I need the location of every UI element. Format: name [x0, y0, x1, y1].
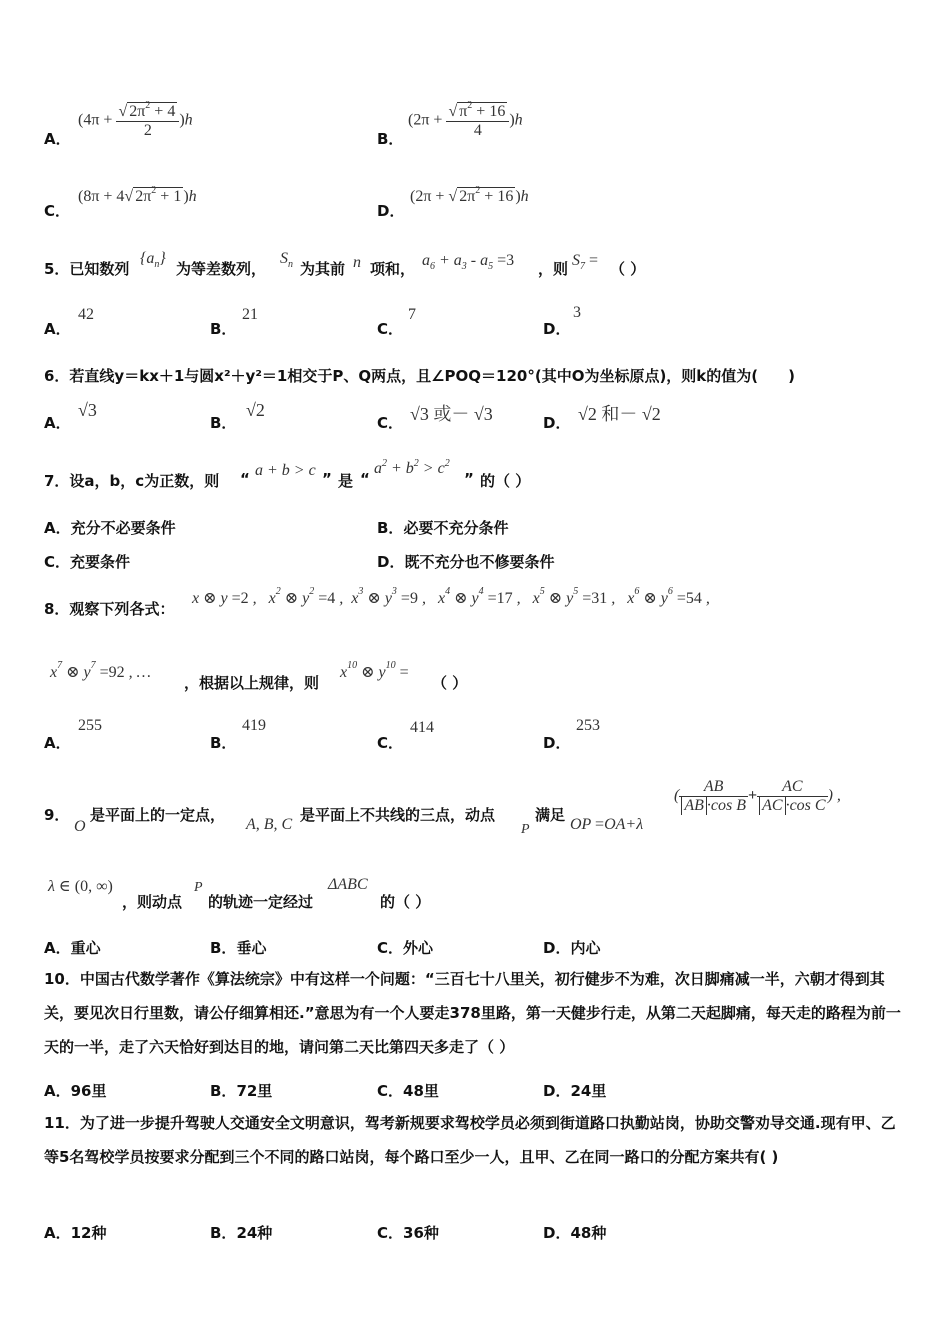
q9-points-abc: A, B, C	[246, 816, 293, 833]
q10-option-b: B．72里	[210, 1082, 273, 1100]
q7-option-a: A．充分不必要条件	[44, 519, 176, 537]
q9-text-6: 的（ ）	[380, 893, 431, 911]
q4-option-a-label: A．	[44, 130, 71, 148]
q7-option-c: C．充要条件	[44, 553, 131, 571]
q7-mid: 是	[338, 472, 354, 490]
q8-formulas-line1: x ⊗ y =2 , $x^2$ ⊗ $y^2 =4$ , $x^3$ ⊗ $y^3 =9$ , $x^4$ ⊗ $y^4 =17$ , $x^5$ ⊗ $y^5 =31$ , $x^6$ ⊗ $y^6 =54$ ,	[192, 586, 710, 607]
q9-option-a: A．重心	[44, 939, 101, 957]
q7-option-d: D．既不充分也不修要条件	[377, 553, 555, 571]
q6-option-d-value: √2 和－ √2	[578, 404, 661, 424]
q6-option-a-label: A．	[44, 414, 71, 432]
q9-equation-fractions: ( $\frac{AB}{\text{AB ·cos B}}$ + $\frac{AC}{\text{AC ·cos C}}$ ) ,	[674, 778, 841, 814]
q7-quote-open-1: “	[240, 470, 250, 488]
q6-option-b-value: √2	[246, 400, 265, 420]
q9-lambda-range: λ ∈ (0, ∞)	[48, 878, 113, 895]
q8-option-b-value: 419	[242, 717, 266, 734]
q8-option-c-value: 414	[410, 719, 434, 736]
q10-stem: 10．中国古代数学著作《算法统宗》中有这样一个问题：“三百七十八里关，初行健步不为难，次日脚痛减一半，六朝才得到其关，要见次日行里数，请公仔细算相还.”意思为有一个人要走378里路，第一天健步行走，从第二天起脚痛，每天走的路程为前一天的一半，走了六天恰好到达目的地，请问第二天比第四天多走了（ ）	[44, 970, 901, 1056]
q5-option-a-value: 42	[78, 306, 94, 323]
q5-text-4: ，则	[538, 260, 569, 278]
q9-point-p-2: P	[194, 880, 203, 895]
q11-option-a: A．12种	[44, 1224, 107, 1242]
q5-seq-an: $\{a_n\}$	[140, 250, 166, 271]
q5-option-d-value: 3	[573, 304, 581, 321]
q7-end: 的（ ）	[480, 472, 531, 490]
q6-stem: 6．若直线y＝kx＋1与圆x²＋y²＝1相交于P、Q两点，且∠POQ＝120°(其中O为坐标原点)，则k的值为( )	[44, 367, 795, 385]
q5-option-a-label: A．	[44, 320, 71, 338]
q5-option-b-value: 21	[242, 306, 258, 323]
q6-option-d-label: D．	[543, 414, 571, 432]
q9-option-b: B．垂心	[210, 939, 267, 957]
q4-option-b-label: B．	[377, 130, 404, 148]
q8-line2-text: ，根据以上规律，则	[184, 674, 320, 692]
q11-option-c: C．36种	[377, 1224, 439, 1242]
q5-text-2: 为其前	[300, 260, 346, 278]
q9-point-o: O	[74, 818, 86, 835]
q5-number: 5．已知数列	[44, 260, 130, 278]
q8-number: 8．观察下列各式：	[44, 600, 175, 618]
q8-option-a-value: 255	[78, 717, 102, 734]
q6-option-a-value: √3	[78, 400, 97, 420]
q7-condition-2: $a^2 + b^2 > c^2$	[374, 458, 450, 477]
q10-option-a: A．96里	[44, 1082, 107, 1100]
q4-option-b-expr: (2π + $\frac{√ \pi^2 + 16}{4}$ )h	[408, 100, 523, 139]
q8-formula-x7: $x^7$ ⊗ $y^7 =92$ , …	[50, 660, 151, 681]
q9-text-1: 是平面上的一定点，	[90, 806, 226, 824]
q7-quote-close-2: ”	[464, 470, 474, 488]
q11-stem: 11．为了进一步提升驾驶人交通安全文明意识，驾考新规要求驾校学员必须到街道路口执勤站岗，协助交警劝导交通.现有甲、乙等5名驾校学员按要求分配到三个不同的路口站岗，每个路口至少一人，且甲、乙在同一路口的分配方案共有( )	[44, 1114, 896, 1166]
q7-condition-1: a + b > c	[255, 462, 316, 479]
q7-quote-open-2: “	[360, 470, 370, 488]
q5-condition: $a_6 + a_3 - a_5 =3$	[422, 252, 515, 273]
q9-point-p: P	[521, 822, 530, 837]
q11-option-b: B．24种	[210, 1224, 273, 1242]
q5-sn: $S_n$	[280, 250, 293, 271]
q5-option-b-label: B．	[210, 320, 237, 338]
q9-text-3: 满足	[535, 806, 566, 824]
q6-option-c-label: C．	[377, 414, 404, 432]
q7-option-b: B．必要不充分条件	[377, 519, 509, 537]
q5-text-1: 为等差数列，	[176, 260, 267, 278]
q8-option-b-label: B．	[210, 734, 237, 752]
q11-option-d: D．48种	[543, 1224, 607, 1242]
q4-option-c-expr: (8π + 4√ $2\pi^2 + 1$ )h	[78, 185, 197, 205]
q8-option-a-label: A．	[44, 734, 71, 752]
q9-option-c: C．外心	[377, 939, 434, 957]
q9-equation-lhs: OP =OA+λ	[570, 816, 644, 833]
q5-option-c-value: 7	[408, 306, 416, 323]
q10-option-d: D．24里	[543, 1082, 607, 1100]
q4-option-d-expr: (2π + √ $2\pi^2 + 16$ )h	[410, 185, 529, 205]
q4-option-a-expr: (4π + $\frac{√ 2\pi^2 + 4}{2}$ )h	[78, 100, 193, 139]
q9-triangle-abc: ΔABC	[328, 876, 368, 893]
q5-option-d-label: D．	[543, 320, 571, 338]
q4-option-d-label: D．	[377, 202, 405, 220]
q9-text-4: ，则动点	[122, 893, 183, 911]
q5-text-3: 项和，	[370, 260, 416, 278]
q7-number: 7．设a，b，c为正数，则	[44, 472, 220, 490]
q8-paren: （ ）	[432, 674, 468, 692]
q10-option-c: C．48里	[377, 1082, 439, 1100]
q8-formula-x10: $x^{10}$ ⊗ $y^{10}$ =	[340, 660, 409, 681]
q9-option-d: D．内心	[543, 939, 601, 957]
q8-option-d-value: 253	[576, 717, 600, 734]
q5-option-c-label: C．	[377, 320, 404, 338]
q9-number: 9．	[44, 806, 70, 824]
q5-n: n	[353, 254, 361, 271]
q8-option-d-label: D．	[543, 734, 571, 752]
q6-option-c-value: √3 或－ √3	[410, 404, 493, 424]
q7-quote-close-1: ”	[322, 470, 332, 488]
q5-s7: $S_7$ =	[572, 252, 599, 273]
q6-option-b-label: B．	[210, 414, 237, 432]
q5-paren: （ ）	[610, 260, 646, 278]
q9-text-2: 是平面上不共线的三点，动点	[300, 806, 496, 824]
q4-option-c-label: C．	[44, 202, 71, 220]
q8-option-c-label: C．	[377, 734, 404, 752]
q9-text-5: 的轨迹一定经过	[208, 893, 314, 911]
